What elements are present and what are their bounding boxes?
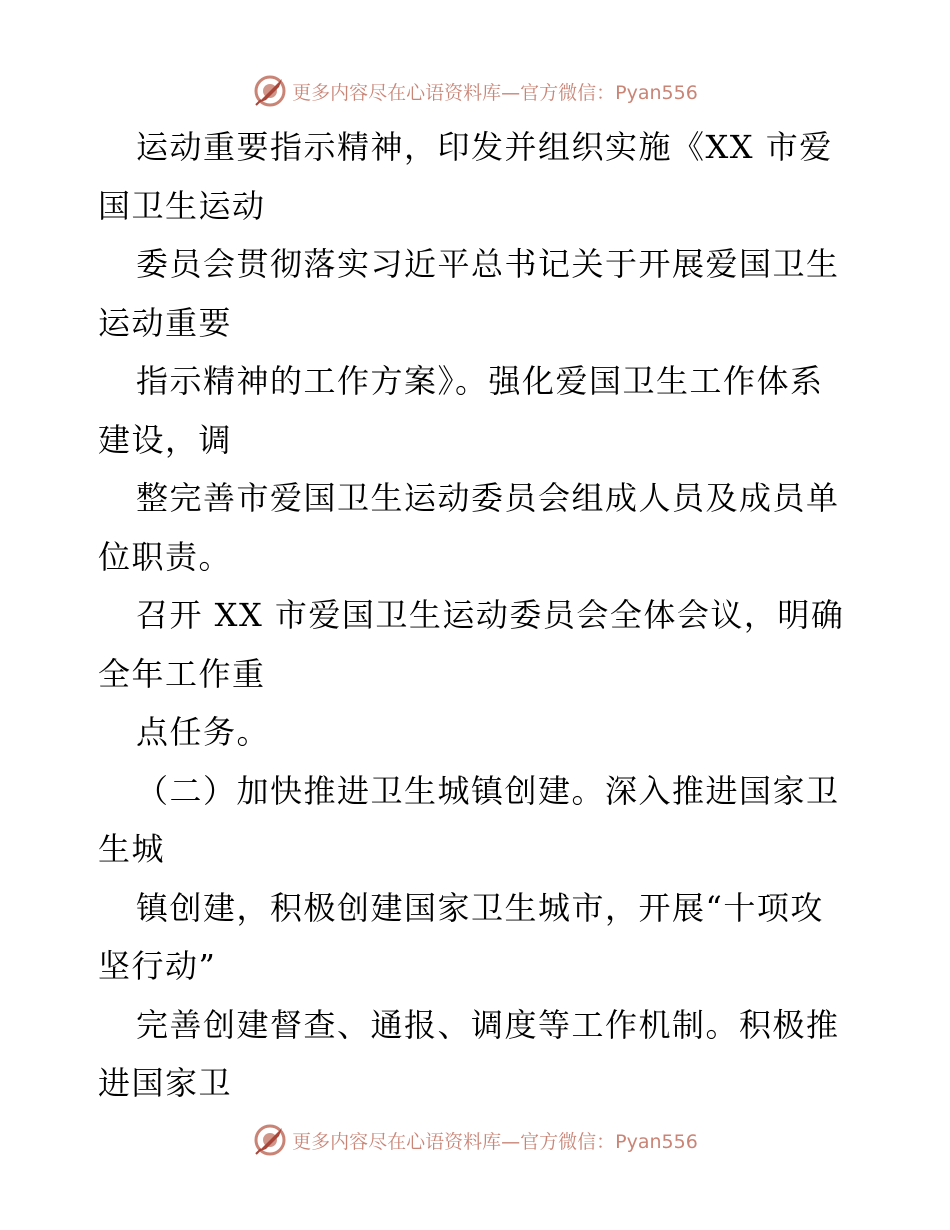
text-line: （二）加快推进卫生城镇创建。深入推进国家卫 xyxy=(136,771,840,810)
text-line: 整完善市爱国卫生运动委员会组成人员及成员单 xyxy=(136,479,840,517)
quill-seal-icon xyxy=(252,1122,288,1158)
watermark-text: 更多内容尽在心语资料库—官方微信：Pyan556 xyxy=(292,81,698,104)
text-line: 点任务。 xyxy=(136,713,271,751)
text-line: 召开 XX 市爱国卫生运动委员会全体会议，明确 xyxy=(136,596,845,634)
text-line: 全年工作重 xyxy=(98,654,266,693)
text-line: 位职责。 xyxy=(98,537,233,576)
header-watermark xyxy=(0,71,950,111)
text-line: 指示精神的工作方案》。强化爱国卫生工作体系 xyxy=(136,362,824,400)
text-line: 运动重要指示精神，印发并组织实施《XX 市爱 xyxy=(136,128,833,166)
quill-seal-icon xyxy=(252,73,288,109)
text-line: 建设，调 xyxy=(98,420,233,459)
footer-watermark xyxy=(0,1120,950,1160)
text-line: 完善创建督查、通报、调度等工作机制。积极推 xyxy=(136,1005,840,1044)
text-line: 生城 xyxy=(98,830,166,868)
text-line: 进国家卫 xyxy=(98,1064,233,1102)
document-body xyxy=(98,118,858,1113)
text-line: 镇创建，积极创建国家卫生城市，开展“十项攻 xyxy=(136,888,824,927)
text-line: 委员会贯彻落实习近平总书记关于开展爱国卫生 xyxy=(136,245,840,283)
text-line: 国卫生运动 xyxy=(98,186,266,225)
text-line: 坚行动” xyxy=(98,947,217,985)
text-line: 运动重要 xyxy=(98,303,233,342)
watermark-text: 更多内容尽在心语资料库—官方微信：Pyan556 xyxy=(292,1130,698,1153)
